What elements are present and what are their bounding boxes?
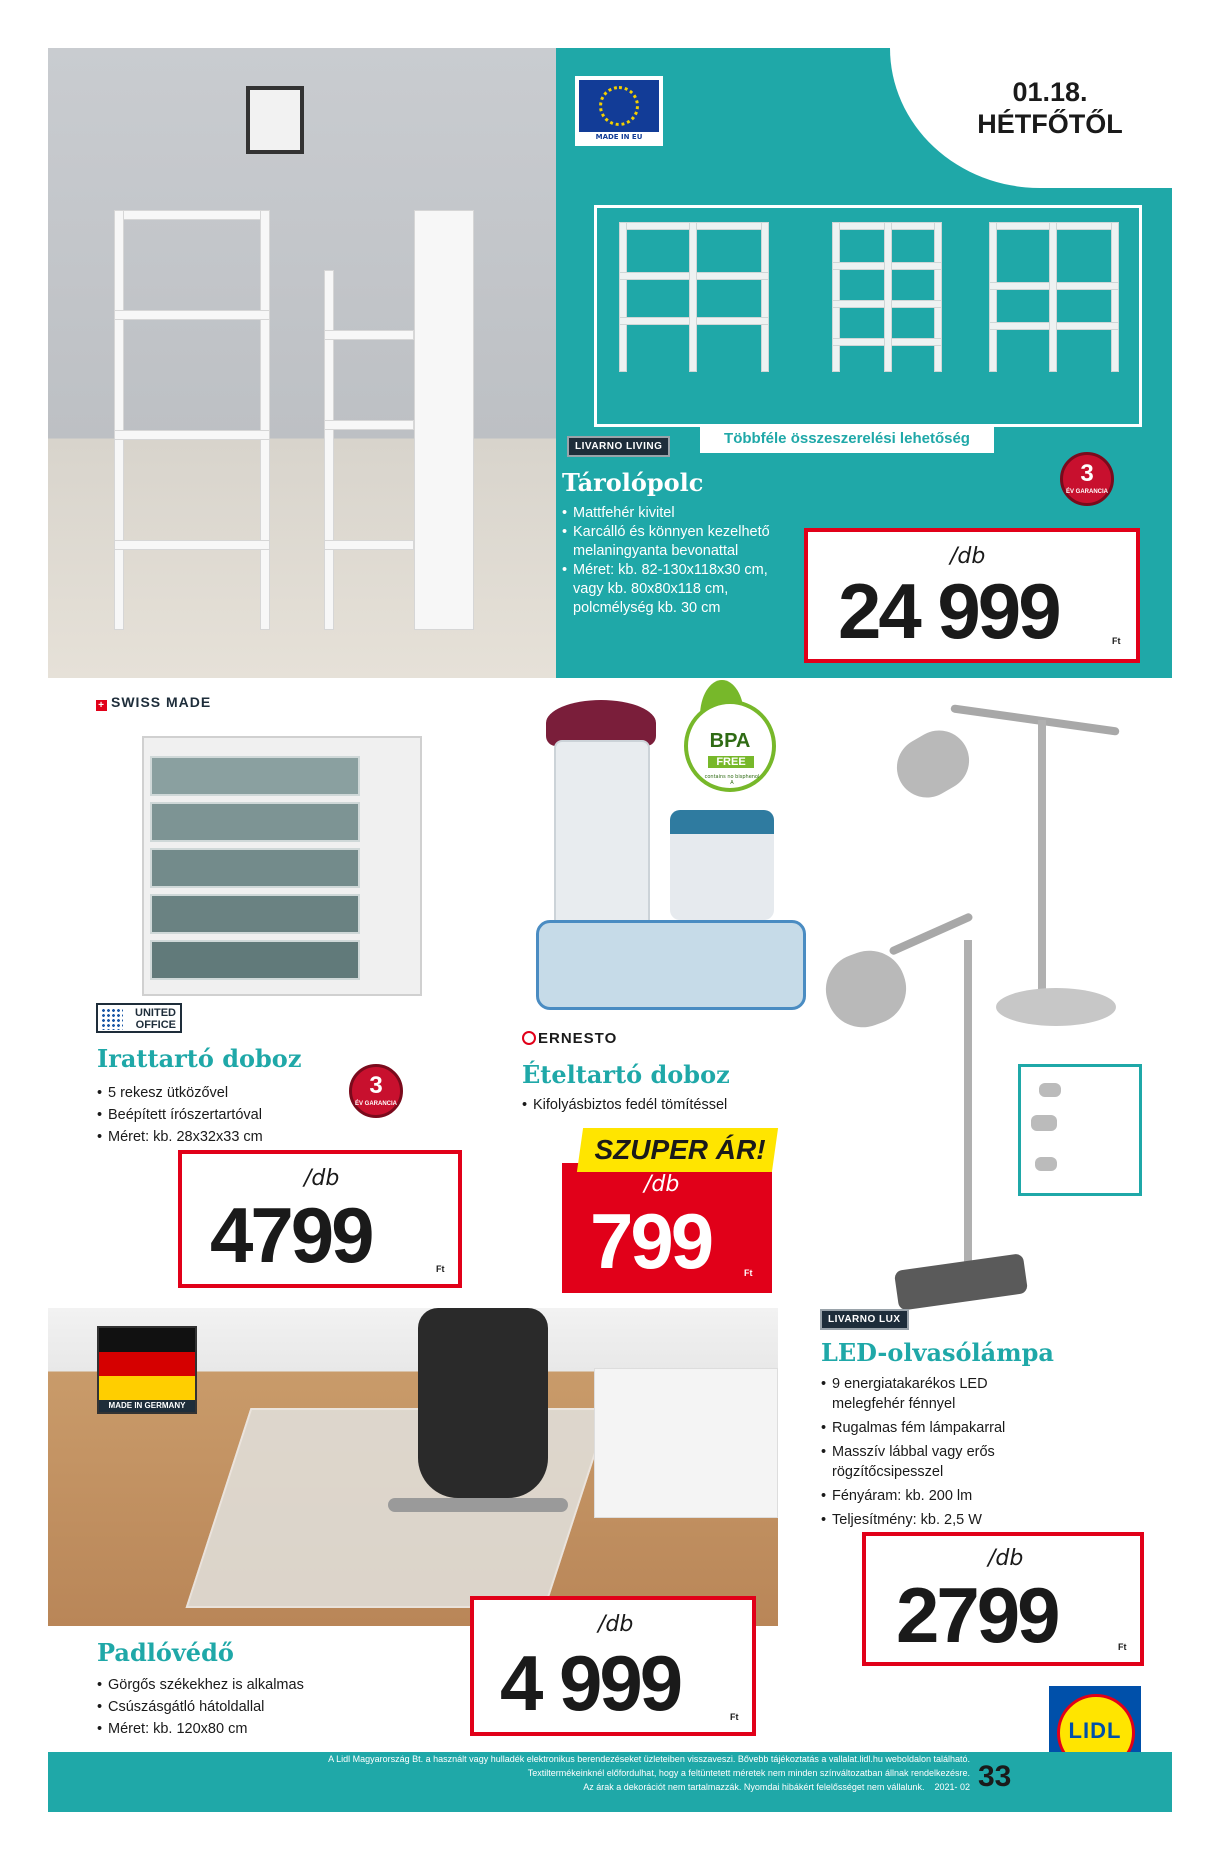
floor-mat-price-currency: Ft	[730, 1712, 739, 1722]
floor-mat-feature-3: • Méret: kb. 120x80 cm	[97, 1718, 357, 1740]
shelf-unit-illustration	[114, 160, 476, 630]
warranty-years: 3	[369, 1072, 383, 1099]
made-in-eu-label: MADE IN EU	[595, 133, 643, 141]
swiss-made-label: SWISS MADE	[111, 694, 212, 710]
shelf-config-1	[619, 222, 769, 372]
shelf-config-3	[989, 222, 1119, 372]
picture-frame	[246, 86, 304, 154]
drawer-box-price: 4799	[210, 1191, 372, 1279]
page-number: 33	[978, 1760, 1012, 1793]
drawer-box-title: Irattartó doboz	[97, 1044, 302, 1073]
footer-disclaimer	[100, 1752, 970, 1794]
lamp-feature-1: • 9 energiatakarékos LED melegfehér fénnyel	[821, 1374, 1051, 1414]
warranty-text: ÉV GARANCIA	[1065, 489, 1108, 495]
super-price-label: SZUPER ÁR!	[594, 1134, 766, 1165]
shelf-feature-3: • Méret: kb. 82-130x118x30 cm, vagy kb. 80x80x118 cm, polcmélység kb. 30 cm	[562, 561, 802, 618]
shelf-title: Tárolópolc	[562, 468, 704, 497]
shelf-price-currency: Ft	[1112, 636, 1121, 646]
drawer-box-feature-3: • Méret: kb. 28x32x33 cm	[97, 1126, 357, 1148]
drawer-box-features	[97, 1082, 357, 1148]
german-flag-icon	[99, 1328, 195, 1352]
bpa-free-badge	[678, 680, 782, 800]
floor-mat-price: 4 999	[500, 1639, 681, 1727]
drawer-box-price-currency: Ft	[436, 1264, 445, 1274]
lamp-price-unit: /db	[988, 1546, 1024, 1571]
footer-line-3: Az árak a dekorációt nem tartalmazzák. Nyomdai hibákért felelősséget nem vállalunk.	[583, 1782, 925, 1792]
drawer-box-photo	[138, 716, 428, 1001]
lidl-logo-text: LIDL	[1068, 1718, 1122, 1743]
shelf-feature-2: • Karcálló és könnyen kezelhető melaningyanta bevonattal	[562, 523, 802, 561]
floor-mat-price-unit: /db	[598, 1612, 634, 1637]
lamp-feature-3: • Masszív lábbal vagy erős rögzítőcsipesszel	[821, 1442, 1051, 1482]
lamp-feature-2: • Rugalmas fém lámpakarral	[821, 1418, 1051, 1438]
shelf-price: 24 999	[838, 567, 1059, 655]
floor-mat-price-box	[470, 1596, 756, 1736]
lamp-price-box	[862, 1532, 1144, 1666]
bpa-free-label: FREE	[708, 756, 754, 768]
offer-date	[940, 76, 1160, 140]
floor-mat-features	[97, 1674, 357, 1740]
warranty-badge-shelf	[1060, 452, 1114, 506]
united-office-label: UNITED OFFICE	[135, 1007, 176, 1031]
food-box-title: Ételtartó doboz	[522, 1060, 730, 1089]
warranty-badge-drawer-box	[349, 1064, 403, 1118]
lamp-price: 2799	[896, 1571, 1058, 1659]
floor-mat-feature-1: • Görgős székekhez is alkalmas	[97, 1674, 357, 1696]
warranty-years: 3	[1080, 460, 1094, 487]
shelf-feature-1: • Mattfehér kivitel	[562, 504, 802, 523]
offer-date-weekday: HÉTFŐTŐL	[977, 109, 1123, 139]
made-in-eu-badge	[575, 76, 663, 146]
food-box-price-currency: Ft	[744, 1268, 753, 1278]
footer-line-2: Textiltermékeinknél előfordulhat, hogy a feltüntetett méretek nem minden színváltozatban állnak rendelkezésre.	[527, 1768, 970, 1778]
swiss-cross-icon: +	[96, 700, 107, 711]
made-in-germany-badge	[97, 1326, 197, 1414]
lamp-feature-4: • Fényáram: kb. 200 lm	[821, 1486, 1051, 1506]
drawer-box-price-unit: /db	[304, 1166, 340, 1191]
bpa-label: BPA	[709, 730, 751, 752]
made-in-germany-label: MADE IN GERMANY	[99, 1400, 195, 1412]
bpa-note: contains no bisphenol A	[704, 774, 760, 786]
shelf-price-box	[804, 528, 1140, 663]
lamp-features	[821, 1374, 1051, 1530]
eu-flag-icon	[579, 80, 659, 132]
shelf-config-2	[832, 222, 942, 372]
lamp-feature-5: • Teljesítmény: kb. 2,5 W	[821, 1510, 1051, 1530]
lamp-price-currency: Ft	[1118, 1642, 1127, 1652]
footer-line-1: A Lidl Magyarország Bt. a használt vagy hulladék elektronikus berendezéseket üzleteiben visszaveszi. Bővebb tájékoztatás a vallalat.lidl.hu weboldalon található.	[328, 1754, 970, 1764]
assembly-options-caption: Többféle összeszerelési lehetőség	[700, 425, 994, 453]
offer-date-day: 01.18.	[1012, 77, 1088, 107]
food-box-feature-1: • Kifolyásbiztos fedél tömítéssel	[522, 1096, 782, 1115]
warranty-text: ÉV GARANCIA	[354, 1101, 397, 1107]
floor-mat-feature-2: • Csúszásgátló hátoldallal	[97, 1696, 357, 1718]
ernesto-badge	[522, 1030, 617, 1047]
lamp-detail-inset	[1018, 1064, 1142, 1196]
assembly-options-box	[594, 205, 1142, 427]
food-box-price: 799	[590, 1197, 712, 1285]
drawer-box-price-box	[178, 1150, 462, 1288]
floor-mat-title: Padlóvédő	[97, 1638, 234, 1667]
drawer-box-feature-1: • 5 rekesz ütközővel	[97, 1082, 357, 1104]
shelf-photo	[48, 48, 556, 678]
footer-edition: 2021- 02	[934, 1782, 970, 1792]
lamp-photo	[800, 690, 1180, 1330]
lamp-title: LED-olvasólámpa	[821, 1338, 1054, 1367]
drawer-box-feature-2: • Beépített írószertartóval	[97, 1104, 357, 1126]
livarno-lux-badge: LIVARNO LUX	[820, 1309, 909, 1330]
ernesto-logo-icon	[522, 1031, 536, 1045]
swiss-made-badge	[96, 694, 211, 711]
food-box-price-unit: /db	[644, 1172, 680, 1197]
shelf-price-unit: /db	[950, 544, 986, 569]
united-office-badge	[96, 1003, 182, 1033]
united-office-logo-icon	[101, 1008, 123, 1030]
ernesto-label: ERNESTO	[538, 1030, 618, 1047]
food-box-features	[522, 1096, 782, 1115]
shelf-features	[562, 504, 802, 618]
livarno-living-badge: LIVARNO LIVING	[567, 436, 670, 457]
